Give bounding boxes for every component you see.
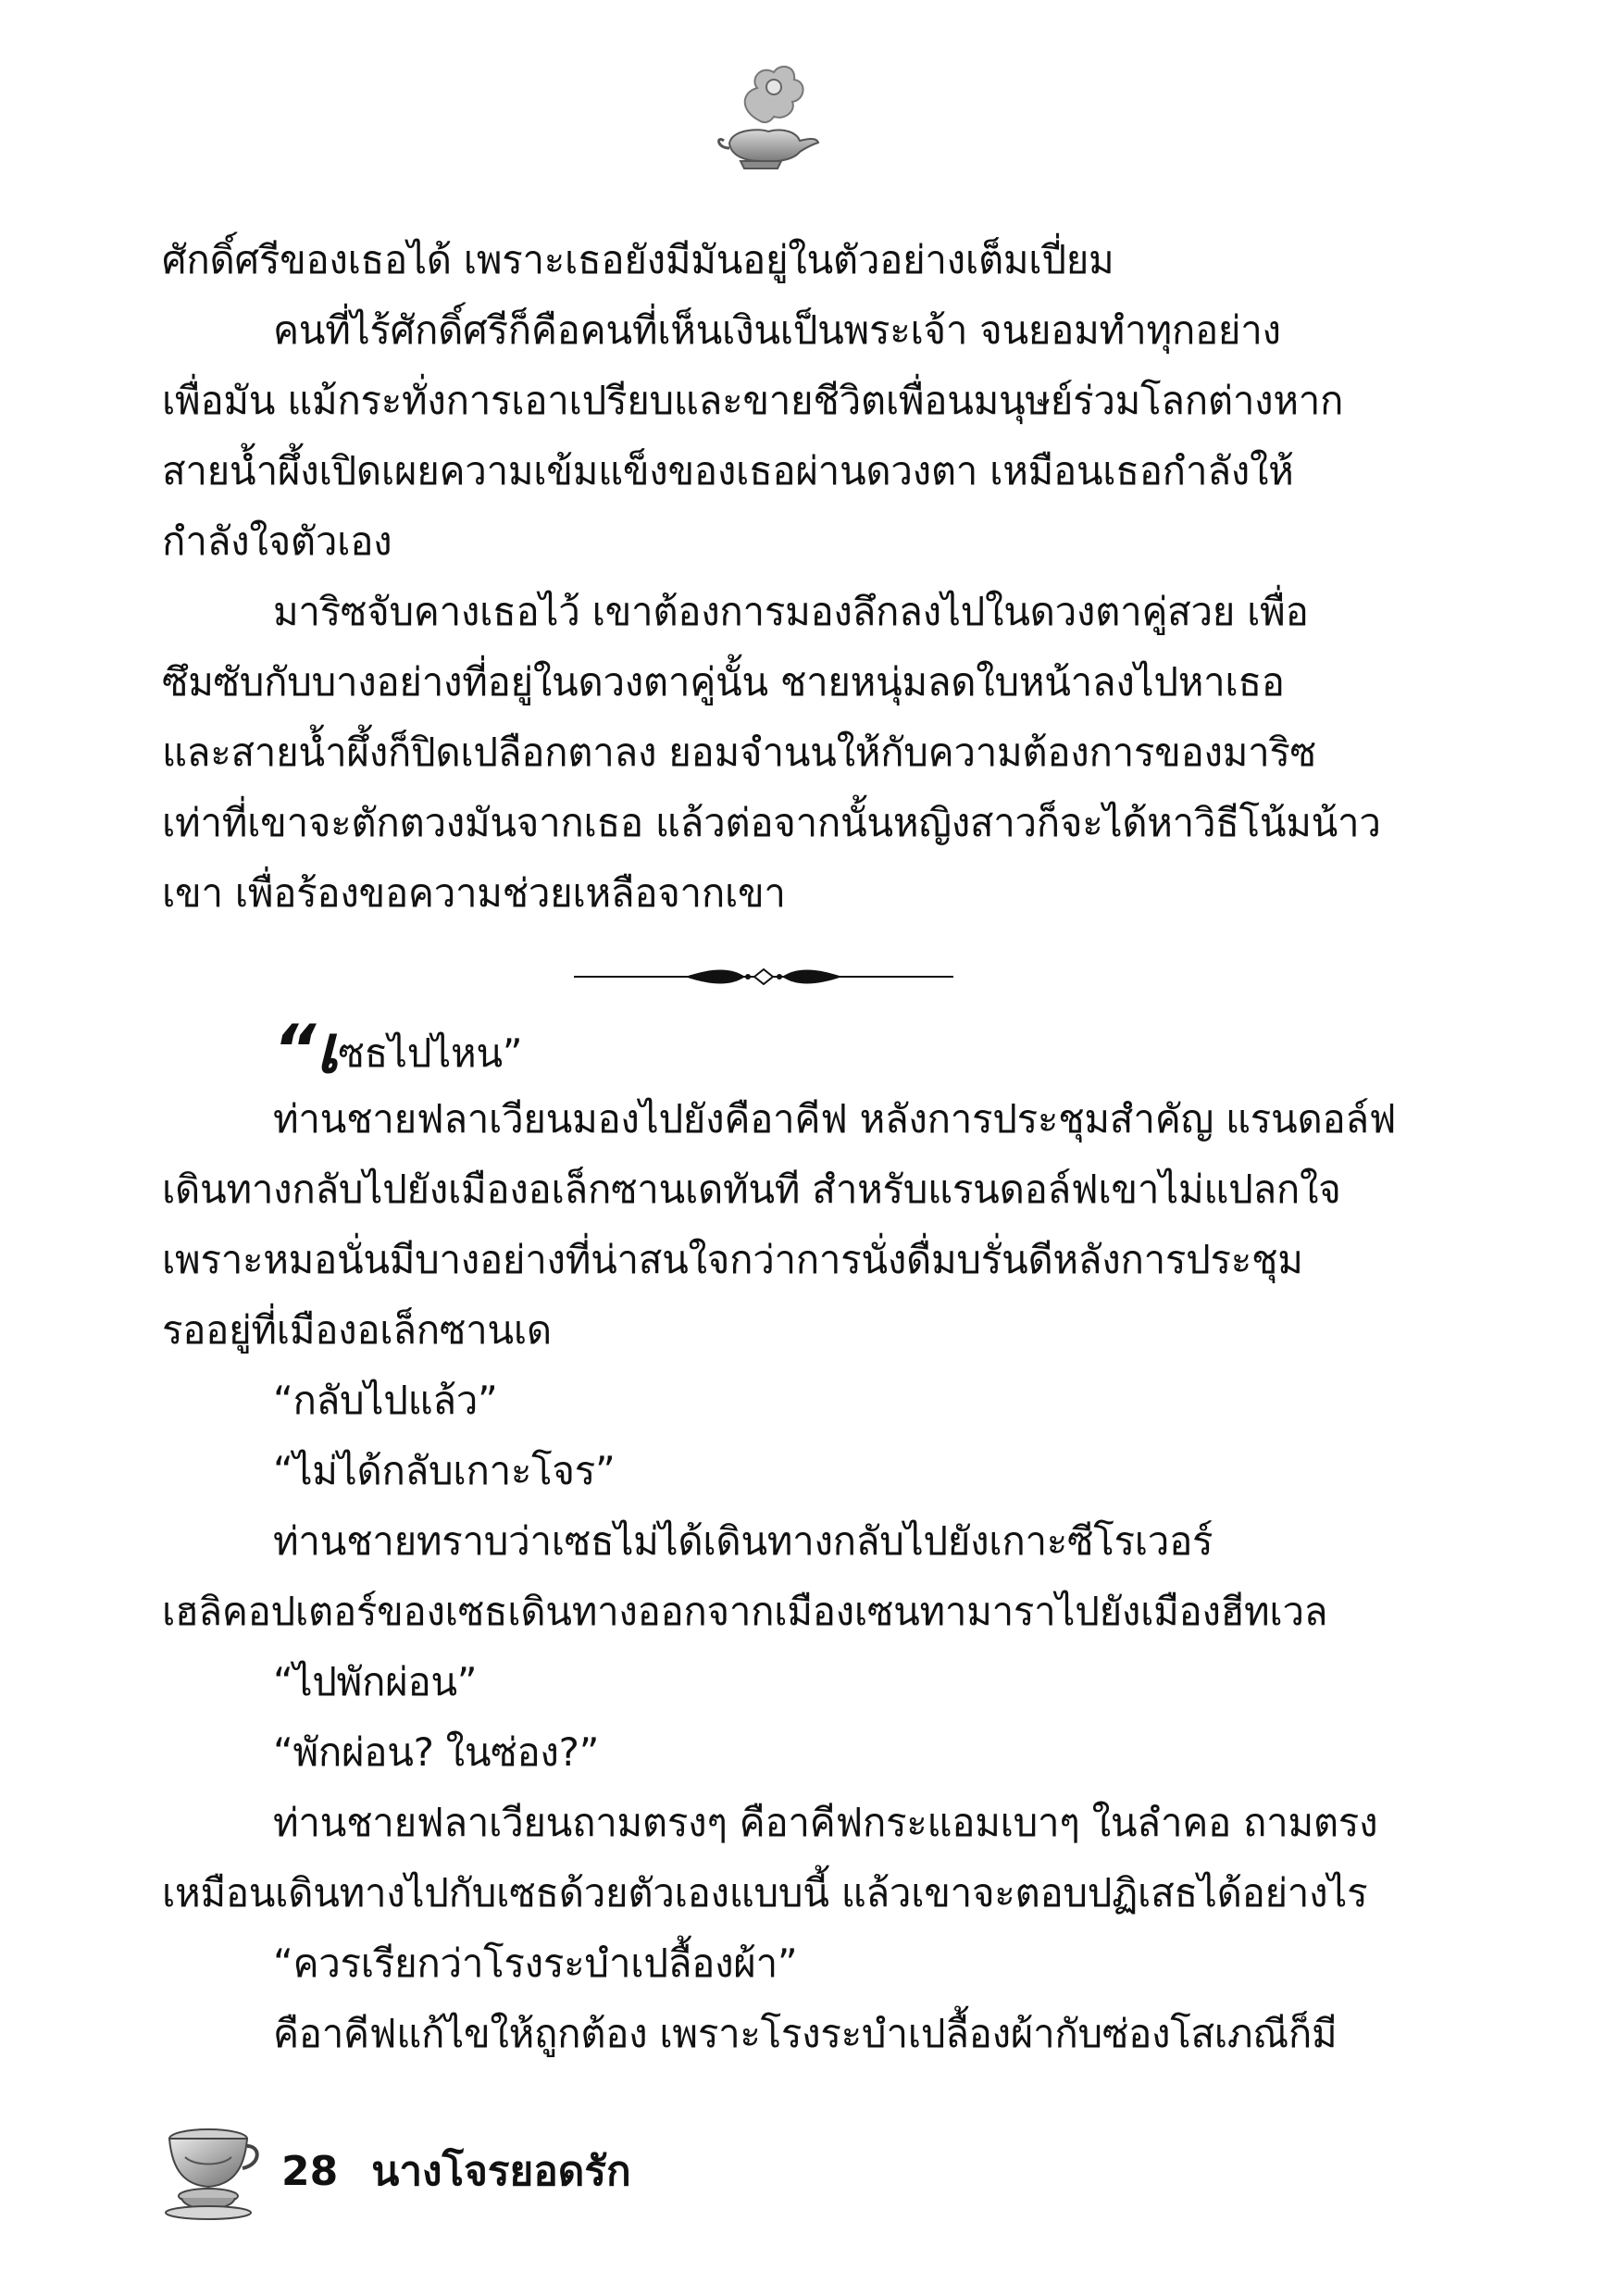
text-line: ซึมซับกับบางอย่างที่อยู่ในดวงตาคู่นั้น ชายหนุ่มลดใบหน้าลงไปหาเธอ [162,659,1285,705]
section-divider [574,963,953,991]
text-line: ท่านชายฟลาเวียนถามตรงๆ คือาคีฟกระแอมเบาๆ ในลำคอ ถามตรง [273,1800,1378,1845]
body-text-bottom [162,1010,1397,2069]
text-line: ท่านชายทราบว่าเซธไม่ได้เดินทางกลับไปยังเกาะซีโรเวอร์ [273,1518,1214,1564]
book-title: นางโจรยอดรัก [371,2148,631,2195]
text-line: “พักผ่อน? ในซ่อง?” [273,1729,600,1775]
genie-lamp-icon [703,56,824,176]
text-line: “กลับไปแล้ว” [273,1378,498,1423]
opening-rest: ซธไปไหน” [338,1030,523,1076]
text-line: “ไม่ได้กลับเกาะโจร” [273,1448,616,1493]
page-footer [157,2111,631,2231]
text-line: เดินทางกลับไปยังเมืองอเล็กซานเดทันที สำหรับแรนดอล์ฟเขาไม่แปลกใจ [162,1167,1341,1212]
teacup-icon [157,2120,259,2222]
text-line: เท่าที่เขาจะตักตวงมันจากเธอ แล้วต่อจากนั้นหญิงสาวก็จะได้หาวิธีโน้มน้าว [162,800,1381,845]
text-line: มาริซจับคางเธอไว้ เขาต้องการมองลึกลงไปในดวงตาคู่สวย เพื่อ [273,589,1309,634]
drop-cap: “เ [273,1010,339,1088]
text-line: กำลังใจตัวเอง [162,518,392,564]
text-line: รออยู่ที่เมืองอเล็กซานเด [162,1307,552,1353]
text-line: และสายน้ำผึ้งก็ปิดเปลือกตาลง ยอมจำนนให้กับความต้องการของมาริซ [162,730,1316,775]
text-line: ศักดิ์ศรีของเธอได้ เพราะเธอยังมีมันอยู่ในตัวอย่างเต็มเปี่ยม [162,237,1114,282]
text-line: “ควรเรียกว่าโรงระบำเปลื้องผ้า” [273,1940,798,1986]
body-text-top [162,225,1381,929]
page-number: 28 [281,2147,339,2195]
text-line: คือาคีฟแก้ไขให้ถูกต้อง เพราะโรงระบำเปลื้องผ้ากับซ่องโสเภณีก็มี [273,2011,1338,2056]
section-opening-line [162,1010,1365,1088]
text-line: เขา เพื่อร้องขอความช่วยเหลือจากเขา [162,870,786,916]
text-line: สายน้ำผึ้งเปิดเผยความเข้มแข็งของเธอผ่านดวงตา เหมือนเธอกำลังให้ [162,448,1294,493]
text-line: ท่านชายฟลาเวียนมองไปยังคือาคีฟ หลังการประชุมสำคัญ แรนดอล์ฟ [273,1096,1397,1142]
text-line: เฮลิคอปเตอร์ของเซธเดินทางออกจากเมืองเซนทามาราไปยังเมืองฮีทเวล [162,1589,1328,1634]
text-line: เพราะหมอนั่นมีบางอย่างที่น่าสนใจกว่าการนั่งดื่มบรั่นดีหลังการประชุม [162,1237,1303,1282]
text-line: เหมือนเดินทางไปกับเซธด้วยตัวเองแบบนี้ แล้วเขาจะตอบปฏิเสธได้อย่างไร [162,1870,1368,1915]
text-line: เพื่อมัน แม้กระทั่งการเอาเปรียบและขายชีวิตเพื่อนมนุษย์ร่วมโลกต่างหาก [162,378,1344,423]
text-line: คนที่ไร้ศักดิ์ศรีก็คือคนที่เห็นเงินเป็นพระเจ้า จนยอมทำทุกอย่าง [273,307,1281,353]
text-line: “ไปพักผ่อน” [273,1659,478,1704]
